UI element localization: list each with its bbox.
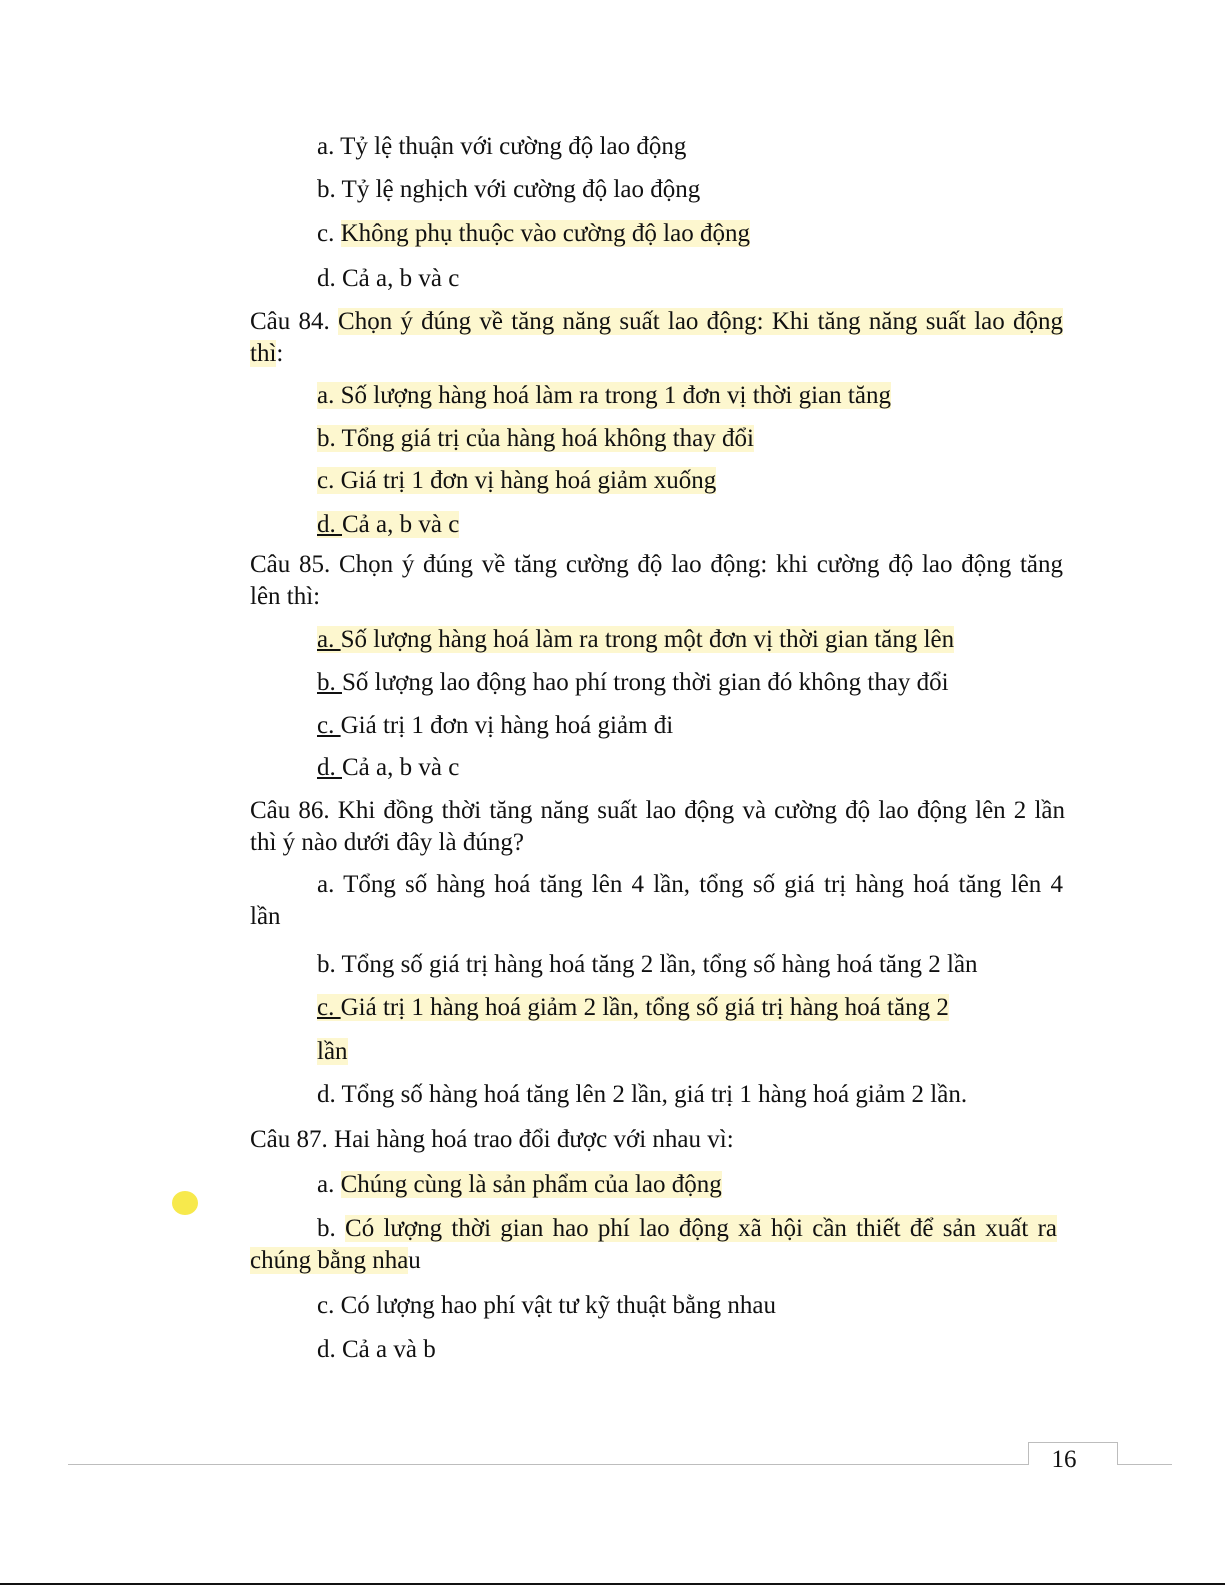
q85-option-d — [317, 752, 459, 784]
q86-option-a-line-1: a. Tổng số hàng hoá tăng lên 4 lần, tổng số giá trị hàng hoá tăng lên 4 — [317, 871, 1063, 898]
q86-option-d: d. Tổng số hàng hoá tăng lên 2 lần, giá trị 1 hàng hoá giảm 2 lần. — [317, 1081, 968, 1108]
q84-option-d-letter: d. — [317, 511, 342, 538]
q86-option-a-line-2: lần — [250, 903, 281, 930]
q87-option-b-text-2: chúng bằng nha — [250, 1247, 409, 1274]
q84-stem-text: Chọn ý đúng về tăng năng suất lao động: Khi tăng năng suất lao động — [338, 308, 1063, 335]
q87-option-b-text-1: Có lượng thời gian hao phí lao động xã hội cần thiết để sản xuất ra — [345, 1215, 1058, 1242]
q85-option-d-text: Cả a, b và c — [342, 754, 460, 781]
footer-rule — [68, 1464, 1172, 1465]
q85-option-a — [317, 624, 954, 656]
q86-option-c-line-2 — [317, 1036, 348, 1068]
q85-option-a-letter: a. — [317, 626, 341, 653]
q87-option-a-text: Chúng cùng là sản phẩm của lao động — [340, 1171, 722, 1198]
q84-option-c-text: c. Giá trị 1 đơn vị hàng hoá giảm xuống — [317, 467, 717, 494]
q83-option-b: b. Tỷ lệ nghịch với cường độ lao động — [317, 176, 701, 203]
q87-option-b-prefix: b. — [317, 1215, 346, 1242]
q84-stem-end: thì — [250, 340, 277, 367]
q87-option-a-prefix: a. — [317, 1171, 341, 1198]
q84-label: Câu 84. — [250, 308, 339, 335]
q83-option-a: a. Tỷ lệ thuận với cường độ lao động — [317, 133, 687, 160]
q87-option-b-line-1 — [317, 1213, 1057, 1245]
q86-option-c-text-2: lần — [317, 1038, 348, 1065]
page-number: 16 — [1051, 1446, 1077, 1473]
q84-option-d-text: Cả a, b và c — [342, 511, 460, 538]
q84-stem-colon: : — [276, 340, 284, 367]
q85-stem-line-1: Câu 85. Chọn ý đúng về tăng cường độ lao động: khi cường độ lao động tăng — [250, 551, 1063, 578]
q86-option-c-line-1 — [317, 992, 949, 1024]
q87-option-d: d. Cả a và b — [317, 1336, 436, 1363]
q85-option-b-text: Số lượng lao động hao phí trong thời gian đó không thay đổi — [342, 669, 949, 696]
q84-stem-line-1 — [250, 306, 1063, 338]
q85-option-a-text: Số lượng hàng hoá làm ra trong một đơn vị thời gian tăng lên — [340, 626, 955, 653]
q84-option-a-text: a. Số lượng hàng hoá làm ra trong 1 đơn vị thời gian tăng — [317, 382, 891, 409]
q86-option-c-letter: c. — [317, 994, 341, 1021]
q85-option-c-letter: c. — [317, 712, 341, 739]
q83-option-c — [317, 218, 750, 250]
q86-option-b: b. Tổng số giá trị hàng hoá tăng 2 lần, tổng số hàng hoá tăng 2 lần — [317, 951, 978, 978]
q85-option-d-letter: d. — [317, 754, 342, 781]
q84-option-b — [317, 423, 754, 455]
q83-option-c-text: Không phụ thuộc vào cường độ lao động — [340, 220, 750, 247]
q84-option-a — [317, 380, 891, 412]
q83-option-d: d. Cả a, b và c — [317, 265, 460, 292]
highlighter-dot — [172, 1191, 198, 1215]
q85-stem-line-2: lên thì: — [250, 583, 321, 610]
q87-option-a — [317, 1169, 722, 1201]
q86-option-c-text-1: Giá trị 1 hàng hoá giảm 2 lần, tổng số giá trị hàng hoá tăng 2 — [340, 994, 949, 1021]
q86-stem-line-1: Câu 86. Khi đồng thời tăng năng suất lao động và cường độ lao động lên 2 lần — [250, 797, 1065, 824]
q85-option-b-letter: b. — [317, 669, 342, 696]
q87-option-c: c. Có lượng hao phí vật tư kỹ thuật bằng nhau — [317, 1292, 776, 1319]
q87-option-b-line-2 — [250, 1245, 421, 1277]
q84-option-d — [317, 509, 459, 541]
q87-stem: Câu 87. Hai hàng hoá trao đổi được với nhau vì: — [250, 1126, 734, 1153]
q84-option-c — [317, 465, 716, 497]
q84-option-b-text: b. Tổng giá trị của hàng hoá không thay đổi — [317, 425, 754, 452]
q85-option-c — [317, 710, 673, 742]
q84-stem-line-2 — [250, 338, 283, 370]
q87-option-b-text-2-rest: u — [408, 1247, 421, 1274]
q86-stem-line-2: thì ý nào dưới đây là đúng? — [250, 829, 524, 856]
q85-option-b — [317, 667, 949, 699]
q83-option-c-prefix: c. — [317, 220, 341, 247]
q85-option-c-text: Giá trị 1 đơn vị hàng hoá giảm đi — [340, 712, 674, 739]
